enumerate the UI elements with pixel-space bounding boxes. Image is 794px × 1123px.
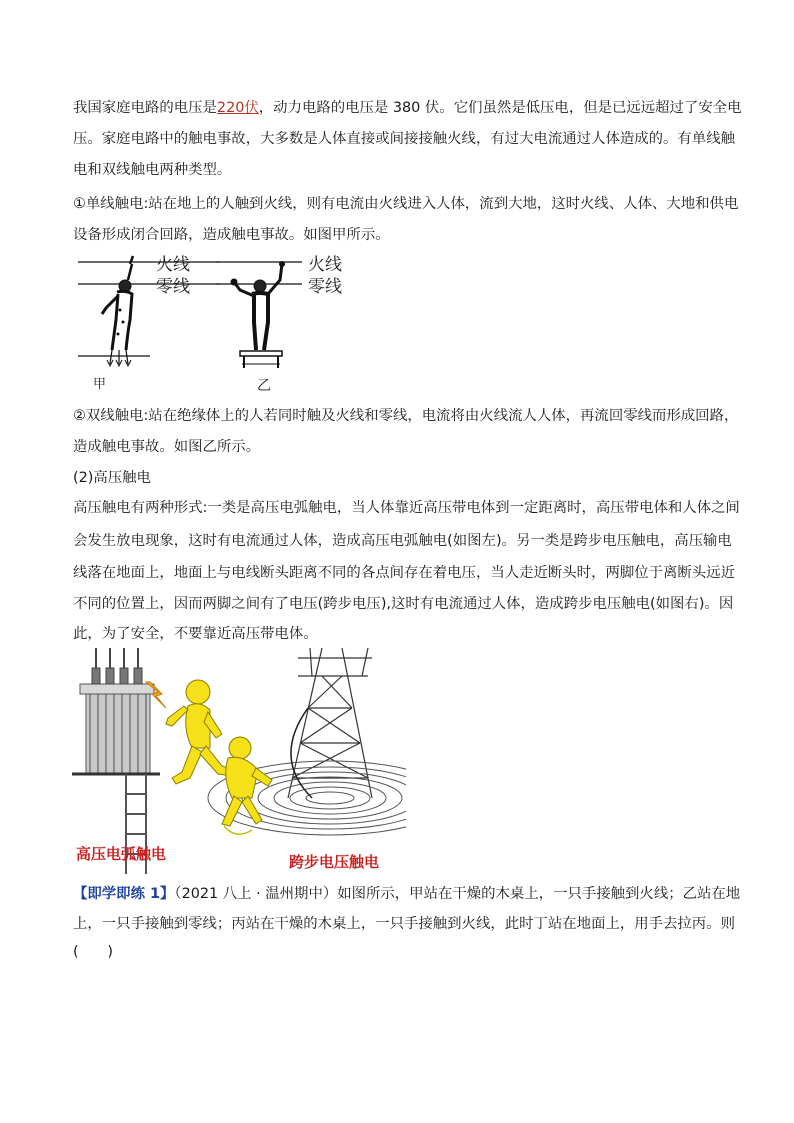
highlight-220v: 220伏 <box>216 100 259 116</box>
paragraph-household-voltage-line2: 压。家庭电路中的触电事故，大多数是人体直接或间接接触火线，有过大电流通过人体造成的。有单线触 <box>73 131 735 147</box>
figure-shock-types <box>70 250 370 398</box>
person-arc-shock <box>166 680 234 784</box>
foot-ripple <box>224 826 252 834</box>
label-live-wire-left: 火线 <box>156 255 190 275</box>
paragraph-high-voltage-line5: 此，为了安全，不要靠近高压带电体。 <box>73 626 318 642</box>
caption-arc-shock: 高压电弧触电 <box>76 845 167 863</box>
paragraph-household-voltage-line1 <box>73 98 742 118</box>
paragraph-double-line-shock-line2: 造成触电事故。如图乙所示。 <box>73 439 261 455</box>
paragraph-double-line-shock-line1: ②双线触电:站在绝缘体上的人若同时触及火线和零线，电流将由火线流人人体，再流回零线而形成回路， <box>73 408 739 424</box>
person-step-voltage <box>222 737 272 826</box>
label-live-wire-right: 火线 <box>308 255 342 275</box>
exercise-line2: 上，一只手接触到零线；丙站在干燥的木桌上，一只手接触到火线，此时丁站在地面上，用手去拉丙。则 <box>73 916 735 932</box>
figure-yi <box>216 262 302 369</box>
caption-step-voltage-shock: 跨步电压触电 <box>289 853 380 871</box>
text-segment: ，动力电路的电压是 380 伏。它们虽然是低压电，但是已远远超过了安全电 <box>258 100 742 116</box>
paragraph-high-voltage-line1: 高压触电有两种形式:一类是高压电弧触电，当人体靠近高压带电体到一定距离时，高压带电体和人体之间 <box>73 500 740 516</box>
paragraph-high-voltage-line3: 线落在地面上，地面上与电线断头距离不同的各点间存在着电压，当人走近断头时，两脚位于离断头远近 <box>73 565 735 581</box>
paragraph-high-voltage-line2: 会发生放电现象，这时有电流通过人体，造成高压电弧触电(如图左)。另一类是跨步电压触电，高压输电 <box>73 533 732 549</box>
figure-high-voltage-shock <box>72 648 406 874</box>
caption-yi: 乙 <box>257 378 271 394</box>
exercise-tag: 【即学即练 1】 <box>73 886 175 902</box>
figure-jia <box>78 256 220 366</box>
label-neutral-wire-right: 零线 <box>308 277 342 297</box>
paragraph-high-voltage-line4: 不同的位置上，因而两脚之间有了电压(跨步电压),这时有电流通过人体，造成跨步电压触电(如图右)。因 <box>73 596 734 612</box>
fallen-wire <box>291 708 312 798</box>
paragraph-household-voltage-line3: 电和双线触电两种类型。 <box>73 162 232 178</box>
section-heading-high-voltage: (2)高压触电 <box>73 470 151 486</box>
caption-jia: 甲 <box>93 377 107 392</box>
label-neutral-wire-left: 零线 <box>156 277 190 297</box>
exercise-text: （2021 八上 · 温州期中）如图所示，甲站在干燥的木桌上，一只手接触到火线；乙站在地 <box>174 886 741 902</box>
paragraph-single-line-shock-line2: 设备形成闭合回路，造成触电事故。如图甲所示。 <box>73 227 390 243</box>
power-tower-illustration <box>288 648 372 798</box>
paragraph-single-line-shock-line1: ①单线触电:站在地上的人触到火线，则有电流由火线进入人体，流到大地，这时火线、人体、大地和供电 <box>73 196 739 212</box>
exercise-line1 <box>73 884 741 904</box>
text-segment: 我国家庭电路的电压是 <box>73 100 217 116</box>
exercise-answer-blank: ( ) <box>73 944 114 960</box>
